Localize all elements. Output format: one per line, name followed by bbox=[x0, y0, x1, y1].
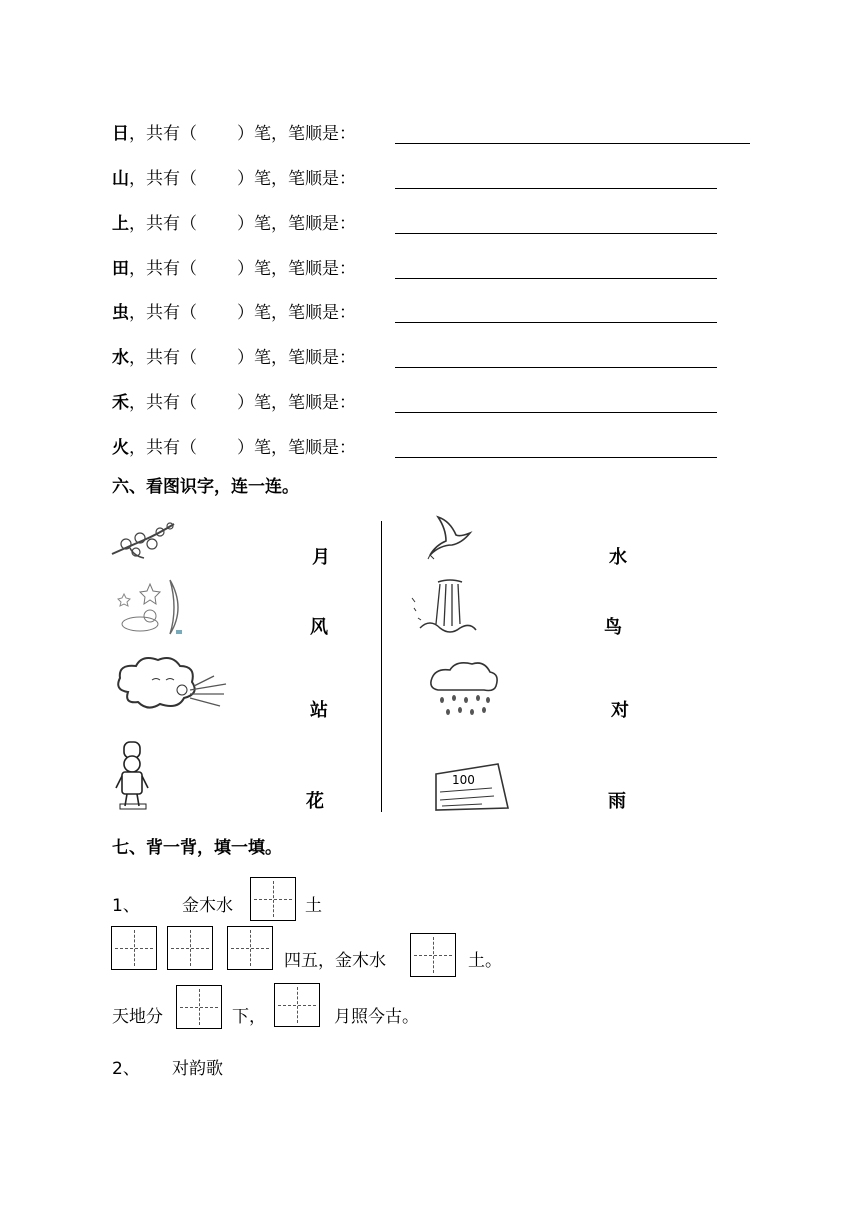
section-6-heading: 六、看图识字，连一连。 bbox=[112, 477, 299, 497]
right-word[interactable]: 对 bbox=[611, 700, 629, 721]
count-prompt: ，共有（ bbox=[129, 393, 197, 413]
left-word[interactable]: 花 bbox=[306, 791, 324, 812]
svg-text:100: 100 bbox=[452, 773, 475, 787]
bird-icon bbox=[426, 515, 474, 561]
order-prompt: ）笔，笔顺是： bbox=[237, 348, 356, 368]
stroke-row bbox=[112, 212, 717, 236]
moon-and-stars-icon bbox=[110, 578, 182, 638]
order-prompt: ）笔，笔顺是： bbox=[237, 393, 356, 413]
stroke-row bbox=[112, 167, 717, 191]
item-1-line3-b: 下， bbox=[232, 1007, 266, 1027]
column-divider bbox=[381, 521, 382, 812]
stroke-row bbox=[112, 301, 717, 325]
count-prompt: ，共有（ bbox=[129, 303, 197, 323]
item-1-line3-c: 月照今古。 bbox=[334, 1007, 419, 1027]
standing-soldier-icon bbox=[112, 740, 156, 812]
stroke-row bbox=[112, 257, 717, 281]
score-paper-icon bbox=[432, 762, 510, 812]
fill-box-5[interactable] bbox=[410, 933, 456, 977]
rain-cloud-icon bbox=[428, 660, 500, 720]
character: 虫 bbox=[112, 303, 129, 323]
right-word[interactable]: 雨 bbox=[608, 791, 626, 812]
order-prompt: ）笔，笔顺是： bbox=[237, 303, 356, 323]
order-prompt: ）笔，笔顺是： bbox=[237, 438, 356, 458]
item-2-title: 对韵歌 bbox=[172, 1059, 223, 1079]
fill-box-1[interactable] bbox=[250, 877, 296, 921]
character: 日 bbox=[112, 124, 129, 144]
count-prompt: ，共有（ bbox=[129, 348, 197, 368]
character: 禾 bbox=[112, 393, 129, 413]
character: 田 bbox=[112, 259, 129, 279]
order-prompt: ）笔，笔顺是： bbox=[237, 169, 356, 189]
section-7-heading: 七、背一背，填一填。 bbox=[112, 838, 282, 858]
stroke-row bbox=[112, 122, 750, 146]
character: 上 bbox=[112, 214, 129, 234]
stroke-order-answer-line[interactable] bbox=[395, 188, 717, 189]
fill-box-7[interactable] bbox=[274, 983, 320, 1027]
item-2-number: 2、 bbox=[112, 1059, 140, 1079]
order-prompt: ）笔，笔顺是： bbox=[237, 214, 356, 234]
character: 山 bbox=[112, 169, 129, 189]
character: 火 bbox=[112, 438, 129, 458]
count-prompt: ，共有（ bbox=[129, 214, 197, 234]
count-prompt: ，共有（ bbox=[129, 124, 197, 144]
left-word[interactable]: 站 bbox=[310, 700, 328, 721]
wind-cloud-icon bbox=[110, 654, 228, 716]
item-1-line2-a: 四五，金木水 bbox=[284, 951, 386, 971]
right-word[interactable]: 鸟 bbox=[604, 617, 622, 638]
stroke-row bbox=[112, 391, 717, 415]
order-prompt: ）笔，笔顺是： bbox=[237, 259, 356, 279]
item-1-line2-b: 土。 bbox=[468, 951, 502, 971]
waterfall-icon bbox=[410, 578, 478, 638]
plum-blossom-branch-icon bbox=[110, 518, 180, 560]
right-word[interactable]: 水 bbox=[609, 547, 627, 568]
item-1-text-a: 金木水 bbox=[182, 896, 233, 916]
character: 水 bbox=[112, 348, 129, 368]
stroke-row bbox=[112, 346, 717, 370]
count-prompt: ，共有（ bbox=[129, 169, 197, 189]
count-prompt: ，共有（ bbox=[129, 438, 197, 458]
stroke-order-answer-line[interactable] bbox=[395, 143, 750, 144]
fill-box-2[interactable] bbox=[111, 926, 157, 970]
left-word[interactable]: 月 bbox=[312, 547, 330, 568]
stroke-order-answer-line[interactable] bbox=[395, 322, 717, 323]
stroke-order-answer-line[interactable] bbox=[395, 367, 717, 368]
stroke-order-answer-line[interactable] bbox=[395, 278, 717, 279]
order-prompt: ）笔，笔顺是： bbox=[237, 124, 356, 144]
fill-box-4[interactable] bbox=[227, 926, 273, 970]
stroke-order-answer-line[interactable] bbox=[395, 233, 717, 234]
item-1-line3-a: 天地分 bbox=[112, 1007, 163, 1027]
left-word[interactable]: 风 bbox=[310, 617, 328, 638]
item-1-text-b: 土 bbox=[305, 896, 322, 916]
item-1-number: 1、 bbox=[112, 896, 140, 916]
fill-box-6[interactable] bbox=[176, 985, 222, 1029]
stroke-order-answer-line[interactable] bbox=[395, 457, 717, 458]
count-prompt: ，共有（ bbox=[129, 259, 197, 279]
stroke-row bbox=[112, 436, 717, 460]
fill-box-3[interactable] bbox=[167, 926, 213, 970]
stroke-order-answer-line[interactable] bbox=[395, 412, 717, 413]
